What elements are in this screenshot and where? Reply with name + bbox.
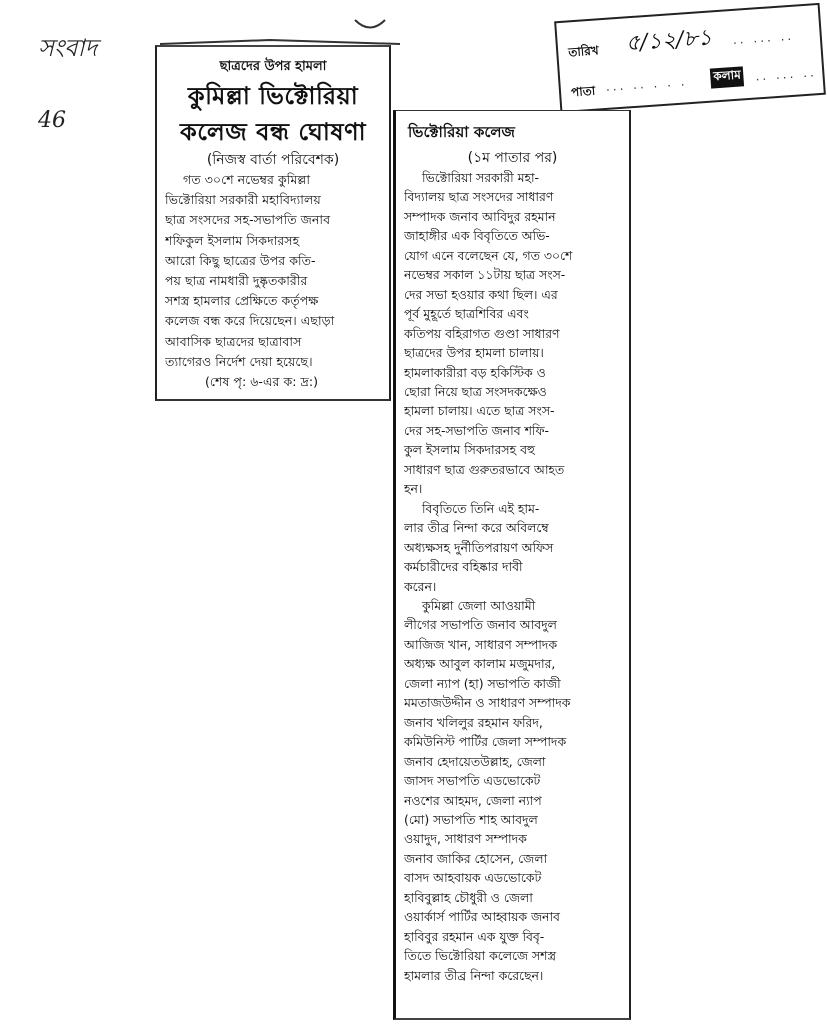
body-line: ত্যাগেরও নির্দেশ দেয়া হয়েছে। <box>165 353 313 369</box>
body-line: কমিউনিস্ট পার্টির জেলা সম্পাদক <box>404 734 567 750</box>
body-line: দের সভা হওয়ার কথা ছিল। এর <box>404 286 558 302</box>
column-caption: কলাম <box>710 66 745 88</box>
body-line: নওশের আহমদ, জেলা ন্যাপ <box>404 792 542 808</box>
body-line: ওয়াদুদ, সাধারণ সম্পাদক <box>404 831 527 847</box>
body-line: করেন। <box>404 578 437 594</box>
body-line: (মো) সভাপতি শাহ আবদুল <box>404 811 538 827</box>
left-article-clipping <box>155 45 391 401</box>
body-line: আরো কিছু ছাত্রের উপর কতি- <box>165 252 316 268</box>
body-line: ভিক্টোরিয়া সরকারী মহা- <box>422 170 540 185</box>
body-line: অধ্যক্ষ আবুল কালাম মজুমদার, <box>404 656 556 672</box>
dotted-fill: .. ... .. <box>754 65 818 84</box>
body-line: কতিপয় বহিরাগত গুণ্ডা সাধারণ <box>404 325 560 341</box>
right-article-clipping <box>393 110 631 1020</box>
body-line: বাসদ আহবায়ক এডভোকেট <box>404 870 542 886</box>
body-line: ওয়ার্কার্স পার্টির আহ্বায়ক জনাব <box>404 909 560 925</box>
body-line: সশস্ত্র হামলার প্রেক্ষিতে কর্তৃপক্ষ <box>165 293 319 309</box>
body-line: ছাত্রদের উপর হামলা চালায়। <box>404 345 544 361</box>
body-line: দের সহ-সভাপতি জনাব শফি- <box>404 422 549 438</box>
dotted-fill: ... .. . . . <box>605 74 688 94</box>
body-line: পয় ছাত্র নামধারী দুষ্কৃতকারীর <box>165 273 308 289</box>
body-line: হামলাকারীরা বড় হকিস্টিক ও <box>404 364 546 380</box>
continuation-note: (শেষ পৃ: ৬-এর ক: দ্র:) <box>205 374 319 390</box>
body-line: ভিক্টোরিয়া সরকারী মহাবিদ্যালয় <box>165 192 321 208</box>
body-line: তিতে ভিক্টোরিয়া কলেজে সশস্ত্র <box>404 948 556 964</box>
body-line: কুল ইসলাম সিকদারসহ বহু <box>404 442 535 458</box>
body-line: হন। <box>404 481 423 497</box>
body-line: হামলা চালায়। এতে ছাত্র সংস- <box>404 403 555 419</box>
article-headline-line-2: কলেজ বন্ধ ঘোষণা <box>179 118 367 146</box>
body-line: অধ্যক্ষসহ দুর্নীতিপরায়ণ অফিস <box>404 539 554 555</box>
body-line: হামলার তীব্র নিন্দা করেছেন। <box>404 967 544 983</box>
body-line: লীগের সভাপতি জনাব আবদুল <box>404 617 557 633</box>
date-stamp-box <box>554 3 826 113</box>
body-line: সম্পাদক জনাব আবিদুর রহমান <box>404 208 556 224</box>
date-caption: তারিখ <box>567 43 600 60</box>
continuation-label: (১ম পাতার পর) <box>467 150 558 166</box>
body-line: জাসদ সভাপতি এডভোকেট <box>404 773 541 789</box>
body-line: জনাব হেদায়েতউল্লাহ, জেলা <box>404 753 546 769</box>
body-line: জনাব জাকির হোসেন, জেলা <box>404 850 548 866</box>
scan-margin-scribble-icon <box>150 0 410 50</box>
article-body <box>157 170 389 392</box>
body-line: জেলা ন্যাপ (হা) সভাপতি কাজী <box>404 675 561 691</box>
body-line: হাবিবুর রহমান এক যুক্ত বিবৃ- <box>404 928 545 944</box>
body-line: লার তীব্র নিন্দা করে অবিলম্বে <box>404 520 549 536</box>
handwritten-page-number: 46 <box>38 108 66 133</box>
body-line: গত ৩০শে নভেম্বর কুমিল্লা <box>183 172 310 187</box>
article-kicker: ছাত্রদের উপর হামলা <box>219 59 327 74</box>
handwritten-newspaper-name: সংবাদ <box>38 34 98 62</box>
body-line: মমতাজউদ্দীন ও সাধারণ সম্পাদক <box>404 695 571 711</box>
body-line: হাবিবুল্লাহ চৌধুরী ও জেলা <box>404 889 533 905</box>
article-body <box>396 168 629 985</box>
date-value: ৫/১২/৮১ <box>624 25 713 57</box>
article-headline: ভিক্টোরিয়া কলেজ <box>408 123 515 141</box>
body-line: যোগ এনে বলেছেন যে, গত ৩০শে <box>404 247 573 263</box>
body-line: বিদ্যালয় ছাত্র সংসদের সাধারণ <box>404 189 554 205</box>
body-line: কলেজ বন্ধ করে দিয়েছেন। এছাড়া <box>165 313 335 329</box>
dotted-fill: .. ... .. <box>732 28 795 47</box>
page-caption: পাতা <box>570 83 596 100</box>
body-line: কুমিল্লা জেলা আওয়ামী <box>422 597 536 613</box>
body-line: ছাত্র সংসদের সহ-সভাপতি জনাব <box>165 212 331 228</box>
body-line: পূর্ব মুহূর্তে ছাত্রশিবির এবং <box>404 306 529 322</box>
body-line: আবাসিক ছাত্রদের ছাত্রাবাস <box>165 333 302 349</box>
body-line: আজিজ খান, সাধারণ সম্পাদক <box>404 636 557 652</box>
body-line: জাহাঙ্গীর এক বিবৃতিতে অভি- <box>404 228 550 244</box>
body-line: জনাব খলিলুর রহমান ফরিদ, <box>404 714 543 730</box>
article-headline-line-1: কুমিল্লা ভিক্টোরিয়া <box>187 82 359 110</box>
article-byline: (নিজস্ব বার্তা পরিবেশক) <box>206 152 340 168</box>
body-line: কর্মচারীদের বহিষ্কার দাবী <box>404 559 523 575</box>
body-line: ছোরা নিয়ে ছাত্র সংসদকক্ষেও <box>404 383 547 399</box>
body-line: শফিকুল ইসলাম সিকদারসহ <box>165 232 300 248</box>
body-line: নভেম্বর সকাল ১১টায় ছাত্র সংস- <box>404 267 566 283</box>
body-line: সাধারণ ছাত্র গুরুতরভাবে আহত <box>404 461 565 477</box>
body-line: বিবৃতিতে তিনি এই হাম- <box>422 500 540 516</box>
